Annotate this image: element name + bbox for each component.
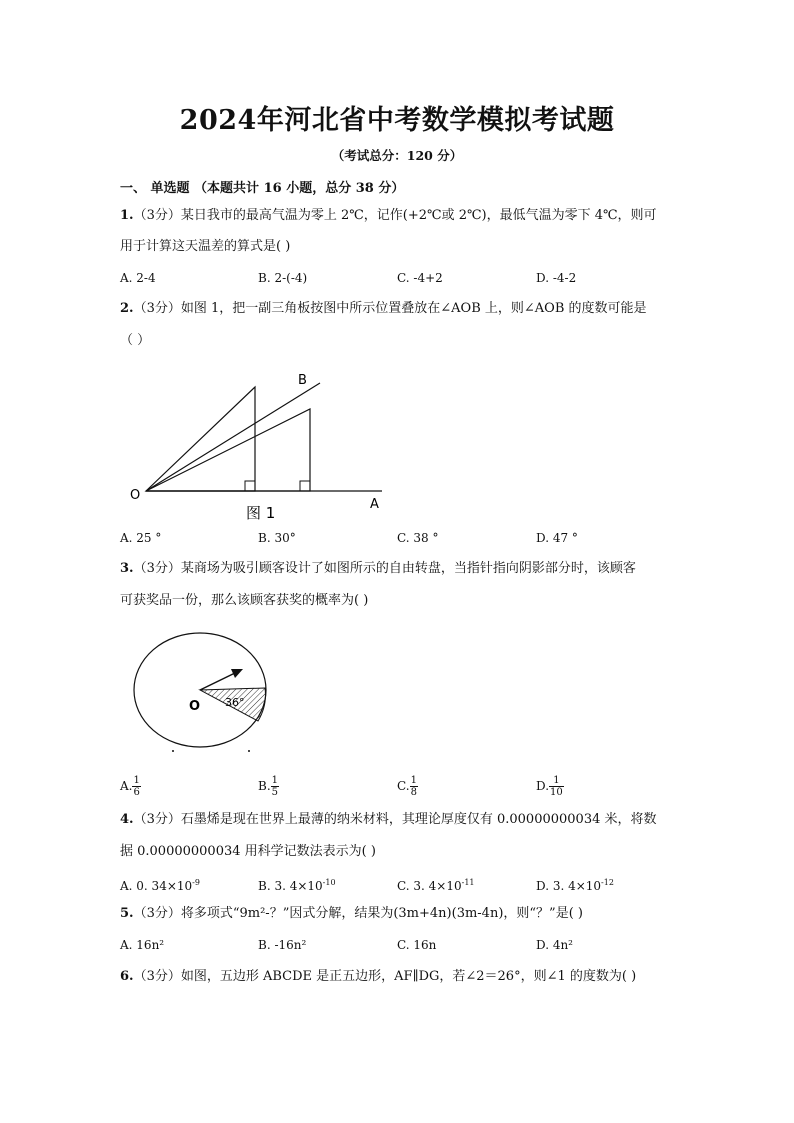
q2-option-b[interactable]: B. 30° [258, 531, 296, 545]
question-3-line-2: 可获奖品一份，那么该顾客获奖的概率为( ) [120, 593, 369, 608]
fraction: $\frac{1}{6}$ [133, 775, 140, 798]
fraction: $\frac{1}{5}$ [271, 775, 279, 798]
q2-option-c[interactable]: C. 38 ° [397, 531, 439, 545]
label-b: B [298, 373, 307, 388]
dot-mark [172, 750, 174, 752]
question-text: （3分）某日我市的最高气温为零上 2℃，记作(+2℃或 2℃)，最低气温为零下 4℃，则可 [133, 208, 657, 223]
triangle-45 [146, 387, 255, 491]
exam-title: 2024年河北省中考数学模拟考试题 [179, 105, 615, 136]
question-number: 6. [120, 969, 134, 984]
q2-option-a[interactable]: A. 25 ° [120, 531, 162, 545]
fraction: $\frac{1}{8}$ [410, 775, 417, 798]
figure-1-triangles [120, 365, 400, 525]
question-number: 5. [120, 906, 134, 921]
question-2-line-2: （ ） [120, 333, 151, 348]
q4-option-d[interactable]: D. 3. $4\times 10^{-12}$ [536, 878, 614, 893]
question-number: 2. [120, 301, 134, 316]
q4-option-c[interactable]: C. 3. $4\times 10^{-11}$ [397, 878, 475, 893]
fraction: $\frac{1}{10}$ [550, 775, 563, 798]
q3-option-b[interactable]: B. $\frac{1}{5}$ [258, 775, 279, 798]
exam-total-score: （考试总分：120 分） [331, 148, 463, 163]
q3-option-a[interactable]: A. $\frac{1}{6}$ [120, 775, 140, 798]
angle-label: 36° [225, 696, 245, 709]
q5-option-c[interactable]: C. 16n [397, 938, 437, 952]
q2-option-d[interactable]: D. 47 ° [536, 531, 578, 545]
spinner-pointer [200, 672, 237, 690]
dot-mark [248, 750, 250, 752]
question-text: （3分）如图，五边形 ABCDE 是正五边形，AF∥DG，若∠2＝26°，则∠1 的度数为( ) [133, 969, 637, 984]
question-1-line-2: 用于计算这天温差的算式是( ) [120, 239, 291, 254]
section-heading: 一、 单选题 （本题共计 16 小题，总分 38 分） [120, 181, 405, 196]
q4-option-a[interactable]: A. 0. $34\times 10^{-9}$ [120, 878, 200, 893]
q5-option-d[interactable]: D. 4n² [536, 938, 573, 952]
question-number: 4. [120, 812, 134, 827]
ray-ob [146, 383, 320, 491]
question-6-line-1 [120, 968, 636, 985]
question-text: （3分）如图 1，把一副三角板按图中所示位置叠放在∠AOB 上，则∠AOB 的度数可能是 [133, 301, 647, 316]
q4-option-b[interactable]: B. 3. $4\times 10^{-10}$ [258, 878, 336, 893]
question-4-line-1 [120, 811, 657, 828]
q5-option-a[interactable]: A. 16n² [120, 938, 165, 952]
figure-spinner [125, 630, 285, 760]
label-a: A [370, 497, 379, 512]
q3-option-d[interactable]: D. $\frac{1}{10}$ [536, 775, 563, 798]
right-angle-mark [300, 481, 310, 491]
question-number: 3. [120, 561, 134, 576]
q1-option-d[interactable]: D. -4-2 [536, 271, 577, 285]
label-o: O [130, 488, 141, 503]
figure-caption: 图 1 [246, 504, 276, 522]
label-o: O [189, 699, 201, 714]
right-angle-mark [245, 481, 255, 491]
q5-option-b[interactable]: B. -16n² [258, 938, 307, 952]
question-number: 1. [120, 208, 134, 223]
question-5-line-1 [120, 905, 583, 922]
q1-option-c[interactable]: C. -4+2 [397, 271, 443, 285]
question-4-line-2: 据 0.00000000034 用科学记数法表示为( ) [120, 844, 376, 859]
triangle-30-60 [146, 409, 310, 491]
question-text: （3分）将多项式“9m²-？”因式分解，结果为(3m+4n)(3m-4n)，则“？”是( ) [133, 906, 583, 921]
question-text: （3分）某商场为吸引顾客设计了如图所示的自由转盘，当指针指向阴影部分时，该顾客 [133, 561, 636, 576]
question-2-line-1 [120, 300, 647, 317]
q1-option-a[interactable]: A. 2-4 [120, 271, 156, 285]
q3-option-c[interactable]: C. $\frac{1}{8}$ [397, 775, 417, 798]
question-1-line-1 [120, 207, 657, 224]
question-3-line-1 [120, 560, 636, 577]
q1-option-b[interactable]: B. 2-(-4) [258, 271, 308, 285]
question-text: （3分）石墨烯是现在世界上最薄的纳米材料，其理论厚度仅有 0.00000000034 米，将数 [133, 812, 657, 827]
